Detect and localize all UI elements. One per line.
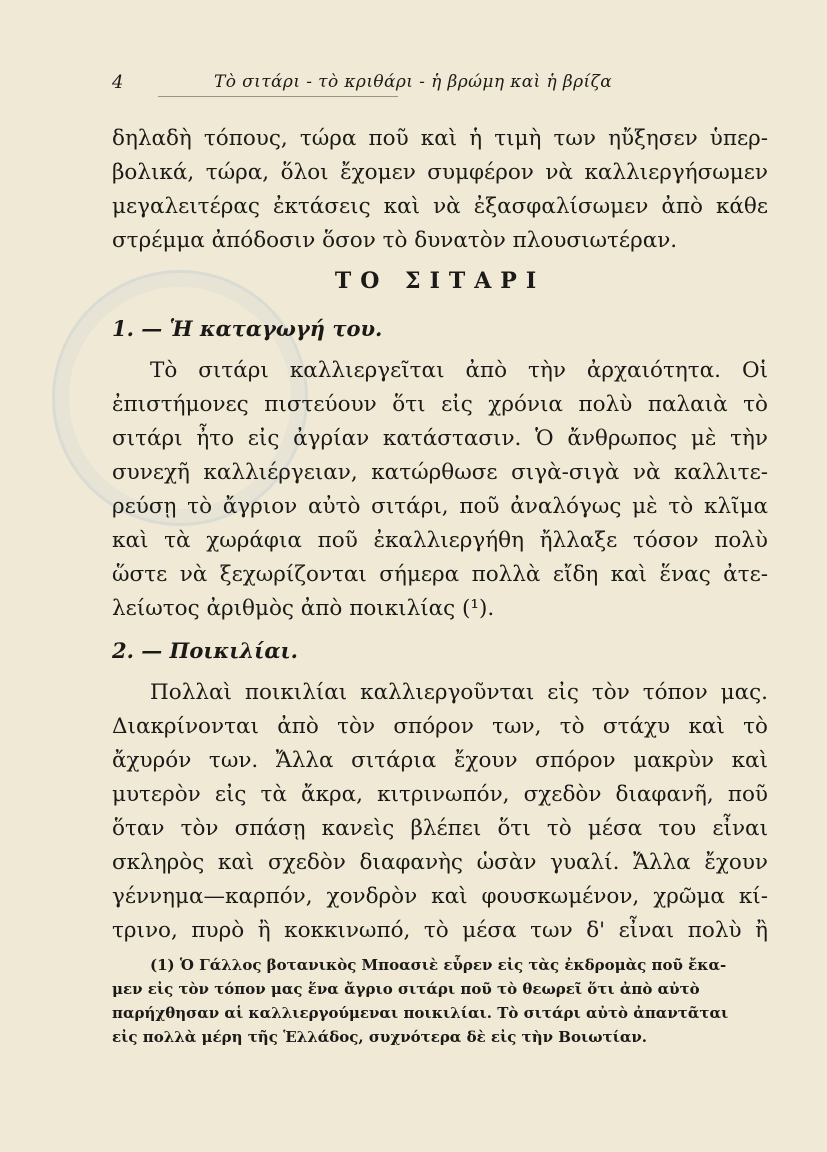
intro-line: στρέμμα ἀπόδοσιν ὅσον τὸ δυνατὸν πλουσιωτέραν. [112, 228, 678, 253]
paragraph-line: γέννημα—καρπόν, χονδρὸν καὶ φουσκωμένον, χρῶμα κί- [112, 884, 768, 909]
paragraph-line: Τὸ σιτάρι καλλιεργεῖται ἀπὸ τὴν ἀρχαιότητα. Οἱ [150, 358, 768, 383]
paragraph-line: ὥστε νὰ ξεχωρίζονται σήμερα πολλὰ εἴδη καὶ ἕνας ἀτε- [112, 562, 768, 587]
footnote-line: μεν εἰς τὸν τόπον μας ἕνα ἄγριο σιτάρι ποῦ τὸ θεωρεῖ ὅτι ἀπὸ αὐτὸ [112, 980, 700, 998]
footnote-line: εἰς πολλὰ μέρη τῆς Ἑλλάδος, συχνότερα δὲ εἰς τὴν Βοιωτίαν. [112, 1028, 648, 1046]
footnote-line: παρήχθησαν αἱ καλλιεργούμεναι ποικιλίαι. Τὸ σιτάρι αὐτὸ ἀπαντᾶται [112, 1004, 729, 1022]
paragraph-line: σκληρὸς καὶ σχεδὸν διαφανὴς ὡσὰν γυαλί. Ἄλλα ἔχουν [112, 850, 768, 875]
paragraph-line: λείωτος ἀριθμὸς ἀπὸ ποικιλίας (¹). [112, 596, 495, 621]
intro-line: βολικά, τώρα, ὅλοι ἔχομεν συμφέρον νὰ καλλιεργήσωμεν [112, 160, 768, 185]
intro-line: δηλαδὴ τόπους, τώρα ποῦ καὶ ἡ τιμὴ των ηὔξησεν ὑπερ- [112, 126, 768, 151]
paragraph-line: Διακρίνονται ἀπὸ τὸν σπόρον των, τὸ στάχυ καὶ τὸ [112, 714, 768, 739]
paragraph-line: καὶ τὰ χωράφια ποῦ ἐκαλλιεργήθη ἤλλαξε τόσον πολὺ [112, 528, 768, 553]
subsection-title-varieties: 2. — Ποικιλίαι. [112, 638, 298, 663]
paragraph-line: μυτερὸν εἰς τὰ ἄκρα, κιτρινωπόν, σχεδὸν διαφανῆ, ποῦ [112, 782, 768, 807]
paragraph-line: Πολλαὶ ποικιλίαι καλλιεργοῦνται εἰς τὸν τόπον μας. [150, 680, 768, 705]
intro-line: μεγαλειτέρας ἐκτάσεις καὶ νὰ ἐξασφαλίσωμεν ἀπὸ κάθε [112, 194, 768, 219]
paragraph-line: ὅταν τὸν σπάσῃ κανεὶς βλέπει ὅτι τὸ μέσα του εἶναι [112, 816, 768, 841]
page-number: 4 [112, 72, 124, 93]
paragraph-line: τρινο, πυρὸ ἢ κοκκινωπό, τὸ μέσα των δ' εἶναι πολὺ ἢ [112, 918, 768, 943]
footnote-line: (1) Ὁ Γάλλος βοτανικὸς Μποασιὲ εὗρεν εἰς τὰς ἐκδρομὰς ποῦ ἔκα- [150, 956, 727, 974]
paragraph-line: σιτάρι ἦτο εἰς ἀγρίαν κατάστασιν. Ὁ ἄνθρωπος μὲ τὴν [112, 426, 768, 451]
header-rule [158, 96, 398, 97]
section-heading: ΤΟ ΣΙΤΑΡΙ [334, 268, 546, 294]
paragraph-line: ἄχυρόν των. Ἄλλα σιτάρια ἔχουν σπόρον μακρὺν καὶ [112, 748, 768, 773]
paragraph-line: ἐπιστήμονες πιστεύουν ὅτι εἰς χρόνια πολὺ παλαιὰ τὸ [112, 392, 768, 417]
running-title: Τὸ σιτάρι - τὸ κριθάρι - ἡ βρώμη καὶ ἡ βρίζα [214, 72, 613, 92]
subsection-title-origin: 1. — Ἡ καταγωγή του. [112, 316, 383, 341]
paragraph-line: συνεχῆ καλλιέργειαν, κατώρθωσε σιγὰ-σιγὰ νὰ καλλιτε- [112, 460, 768, 485]
page-header [112, 72, 672, 98]
paragraph-line: ρεύσῃ τὸ ἄγριον αὐτὸ σιτάρι, ποῦ ἀναλόγως μὲ τὸ κλῖμα [112, 494, 768, 519]
